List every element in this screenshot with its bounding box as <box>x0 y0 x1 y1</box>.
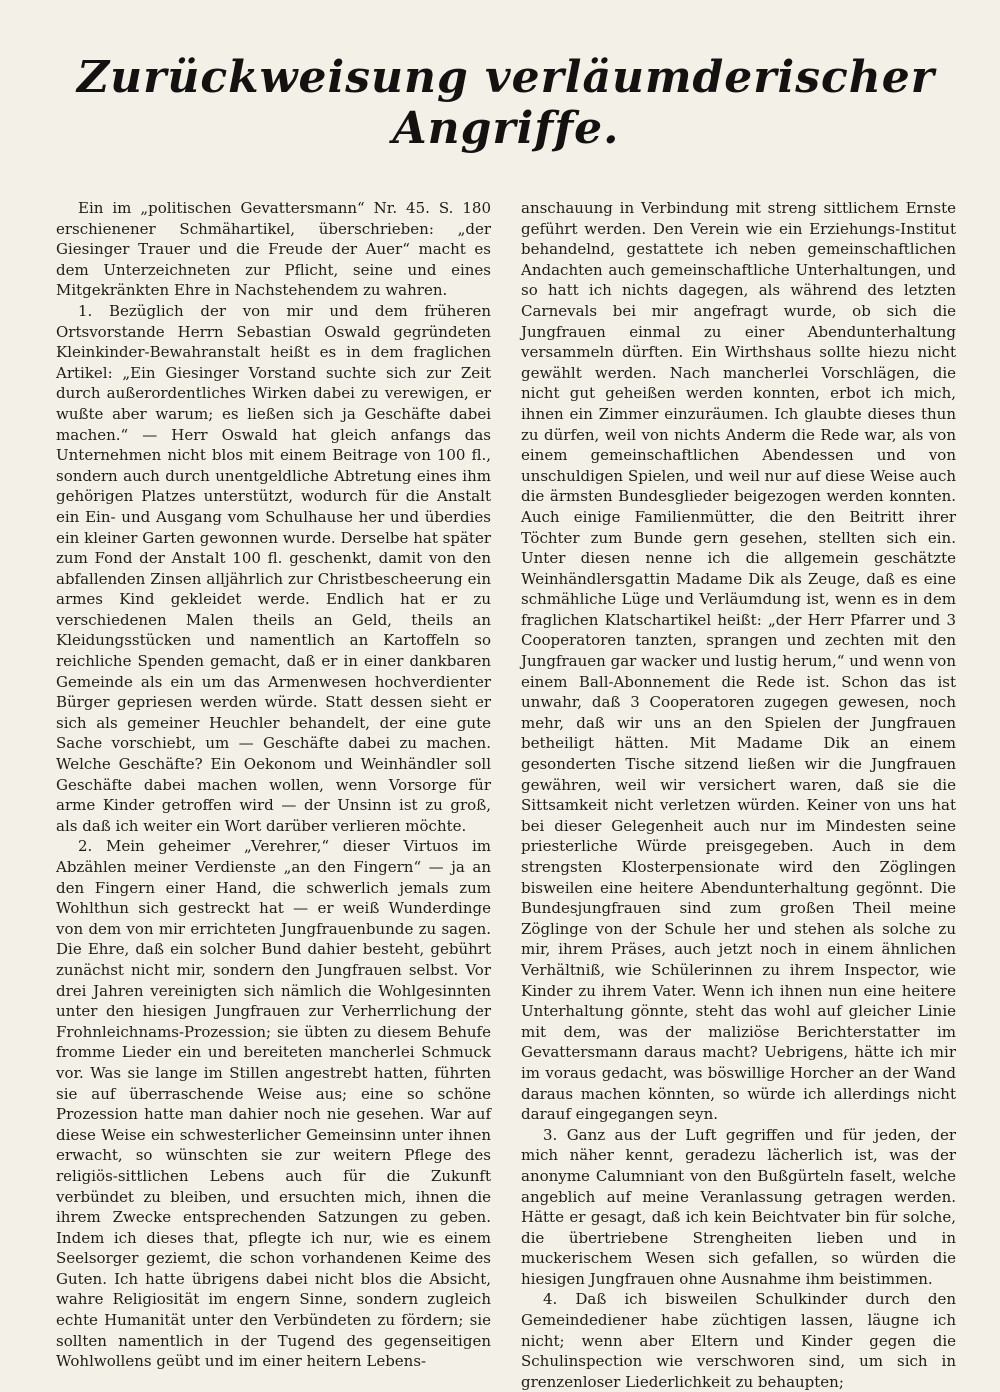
paragraph-4: 4. Daß ich bisweilen Schulkinder durch den Gemeindediener habe züchtigen lassen, läugne ich nicht; wenn aber Eltern und Kinder gegen die Schulinspection wie verschworen sind, um sich in grenzenloser Liederlichkeit zu behaupten; <box>521 1290 956 1391</box>
article-title: Zurückweisung verläumderischer Angriffe. <box>77 52 935 154</box>
article-body <box>56 198 956 1392</box>
paragraph-intro: Ein im „politischen Gevattersmann“ Nr. 45. S. 180 erschienener Schmähartikel, überschrieben: „der Giesinger Trauer und die Freude der Auer“ macht es dem Unterzeichneten zur Pflicht, seine und eines Mitgekränkten Ehre in Nachstehendem zu wahren. <box>56 199 491 300</box>
left-column <box>56 198 491 1392</box>
paragraph-3: 3. Ganz aus der Luft gegriffen und für jeden, der mich näher kennt, geradezu lächerlich ist, was der anonyme Calumniant von den Bußgürteln faselt, welche angeblich auf meine Veranlassung getragen werden. Hätte er gesagt, daß ich kein Beichtvater bin für solche, die übertriebene Strengheiten lieben und in muckerischem Wesen sich gefallen, so würden die hiesigen Jungfrauen ohne Ausnahme ihm beistimmen. <box>521 1125 956 1288</box>
paragraph-1: 1. Bezüglich der von mir und dem früheren Ortsvorstande Herrn Sebastian Oswald gegründeten Kleinkinder-Bewahranstalt heißt es in dem fraglichen Artikel: „Ein Giesinger Vorstand suchte sich zur Zeit durch außerordentliches Wirken dabei zu verewigen, er wußte aber warum; es ließen sich ja Geschäfte dabei machen.“ — Herr Oswald hat gleich anfangs das Unternehmen nicht blos mit einem Beitrage von 100 fl., sondern auch durch unentgeldliche Abtretung eines ihm gehörigen Platzes unterstützt, wodurch für die Anstalt ein Ein- und Ausgang vom Schulhause her und überdies ein kleiner Garten gewonnen wurde. Derselbe hat später zum Fond der Anstalt 100 fl. geschenkt, damit von den abfallenden Zinsen alljährlich zur Christbescheerung ein armes Kind gekleidet werde. Endlich hat er zu verschiedenen Malen theils an Geld, theils an Kleidungsstücken und namentlich an Kartoffeln so reichliche Spenden gemacht, daß er in einer dankbaren Gemeinde als ein um das Armenwesen hochverdienter Bürger gepriesen werden würde. Statt dessen sieht er sich als gemeiner Heuchler behandelt, der eine gute Sache vorschiebt, um — Geschäfte dabei zu machen. Welche Geschäfte? Ein Oekonom und Weinhändler soll Geschäfte dabei machen wollen, wenn Vorsorge für arme Kinder getroffen wird — der Unsinn ist zu groß, als daß ich weiter ein Wort darüber verlieren möchte. <box>56 301 491 835</box>
paragraph-2-continued: anschauung in Verbindung mit streng sittlichem Ernste geführt werden. Den Verein wie ein Erziehungs-Institut behandelnd, gestattete ich neben gemeinschaftlichen Andachten auch gemeinschaftliche Unterhaltungen, und so hatt ich nichts dagegen, als während des letzten Carnevals bei mir angefragt wurde, ob sich die Jungfrauen einmal zu einer Abendunterhaltung versammeln dürften. Ein Wirthshaus sollte hiezu nicht gewählt werden. Nach mancherlei Vorschlägen, die nicht gut geheißen werden konnten, erbot ich mich, ihnen ein Zimmer einzuräumen. Ich glaubte dieses thun zu dürfen, weil von nichts Anderm die Rede war, als von einem gemeinschaftlichen Abendessen und von unschuldigen Spielen, und weil nur auf diese Weise auch die ärmsten Bundesglieder beigezogen werden konnten. Auch einige Familienmütter, die den Beitritt ihrer Töchter zum Bunde gern gesehen, stellten sich ein. Unter diesen nenne ich die allgemein geschätzte Weinhändlersgattin Madame Dik als Zeuge, daß es eine schmähliche Lüge und Verläumdung ist, wenn es in dem fraglichen Klatschartikel heißt: „der Herr Pfarrer und 3 Cooperatoren tanzten, sprangen und zechten mit den Jungfrauen gar wacker und lustig herum,“ und wenn von einem Ball-Abonnement die Rede ist. Schon das ist unwahr, daß 3 Cooperatoren zugegen gewesen, noch mehr, daß wir uns an den Spielen der Jungfrauen betheiligt hätten. Mit Madame Dik an einem gesonderten Tische sitzend ließen wir die Jungfrauen gewähren, weil wir versichert waren, daß sie die Sittsamkeit nicht verletzen würden. Keiner von uns hat bei dieser Gelegenheit auch nur im Mindesten seine priesterliche Würde preisgegeben. Auch in dem strengsten Klosterpensionate wird den Zöglingen bisweilen eine heitere Abendunterhaltung gegönnt. Die Bundesjungfrauen sind zum großen Theil meine Zöglinge von der Schule her und stehen als solche zu mir, ihrem Präses, auch jetzt noch in einem ähnlichen Verhältniß, wie Schülerinnen zu ihrem Inspector, wie Kinder zu ihrem Vater. Wenn ich ihnen nun eine heitere Unterhaltung gönnte, steht das wohl auf gleicher Linie mit dem, was der maliziöse Berichterstatter im Gevattersmann daraus macht? Uebrigens, hätte ich mir im voraus gedacht, was böswillige Horcher an der Wand daraus machen könnten, so würde ich allerdings nicht darauf eingegangen seyn. <box>521 199 956 1124</box>
right-column <box>521 198 956 1392</box>
paragraph-2: 2. Mein geheimer „Verehrer,“ dieser Virtuos im Abzählen meiner Verdienste „an den Fingern“ — ja an den Fingern einer Hand, die schwerlich jemals zum Wohlthun sich gestreckt hat — er weiß Wunderdinge von dem von mir errichteten Jungfrauenbunde zu sagen. Die Ehre, daß ein solcher Bund dahier besteht, gebührt zunächst nicht mir, sondern den Jungfrauen selbst. Vor drei Jahren vereinigten sich nämlich die Wohlgesinnten unter den hiesigen Jungfrauen zur Verherrlichung der Frohnleichnams-Prozession; sie übten zu diesem Behufe fromme Lieder ein und bereiteten mancherlei Schmuck vor. Was sie lange im Stillen angestrebt hatten, führten sie auf überraschende Weise aus; eine so schöne Prozession hatte man dahier noch nie gesehen. War auf diese Weise ein schwesterlicher Gemeinsinn unter ihnen erwacht, so wünschten sie zur weitern Pflege des religiös-sittlichen Lebens auch für die Zukunft verbündet zu bleiben, und ersuchten mich, ihnen die ihrem Zwecke entsprechenden Satzungen zu geben. Indem ich dieses that, pflegte ich nur, wie es einem Seelsorger geziemt, die schon vorhandenen Keime des Guten. Ich hatte übrigens dabei nicht blos die Absicht, wahre Religiosität im engern Sinne, sondern zugleich echte Humanität unter den Verbündeten zu fördern; sie sollten namentlich in der Tugend des gegenseitigen Wohlwollens geübt und im einer heitern Lebens- <box>56 837 491 1371</box>
